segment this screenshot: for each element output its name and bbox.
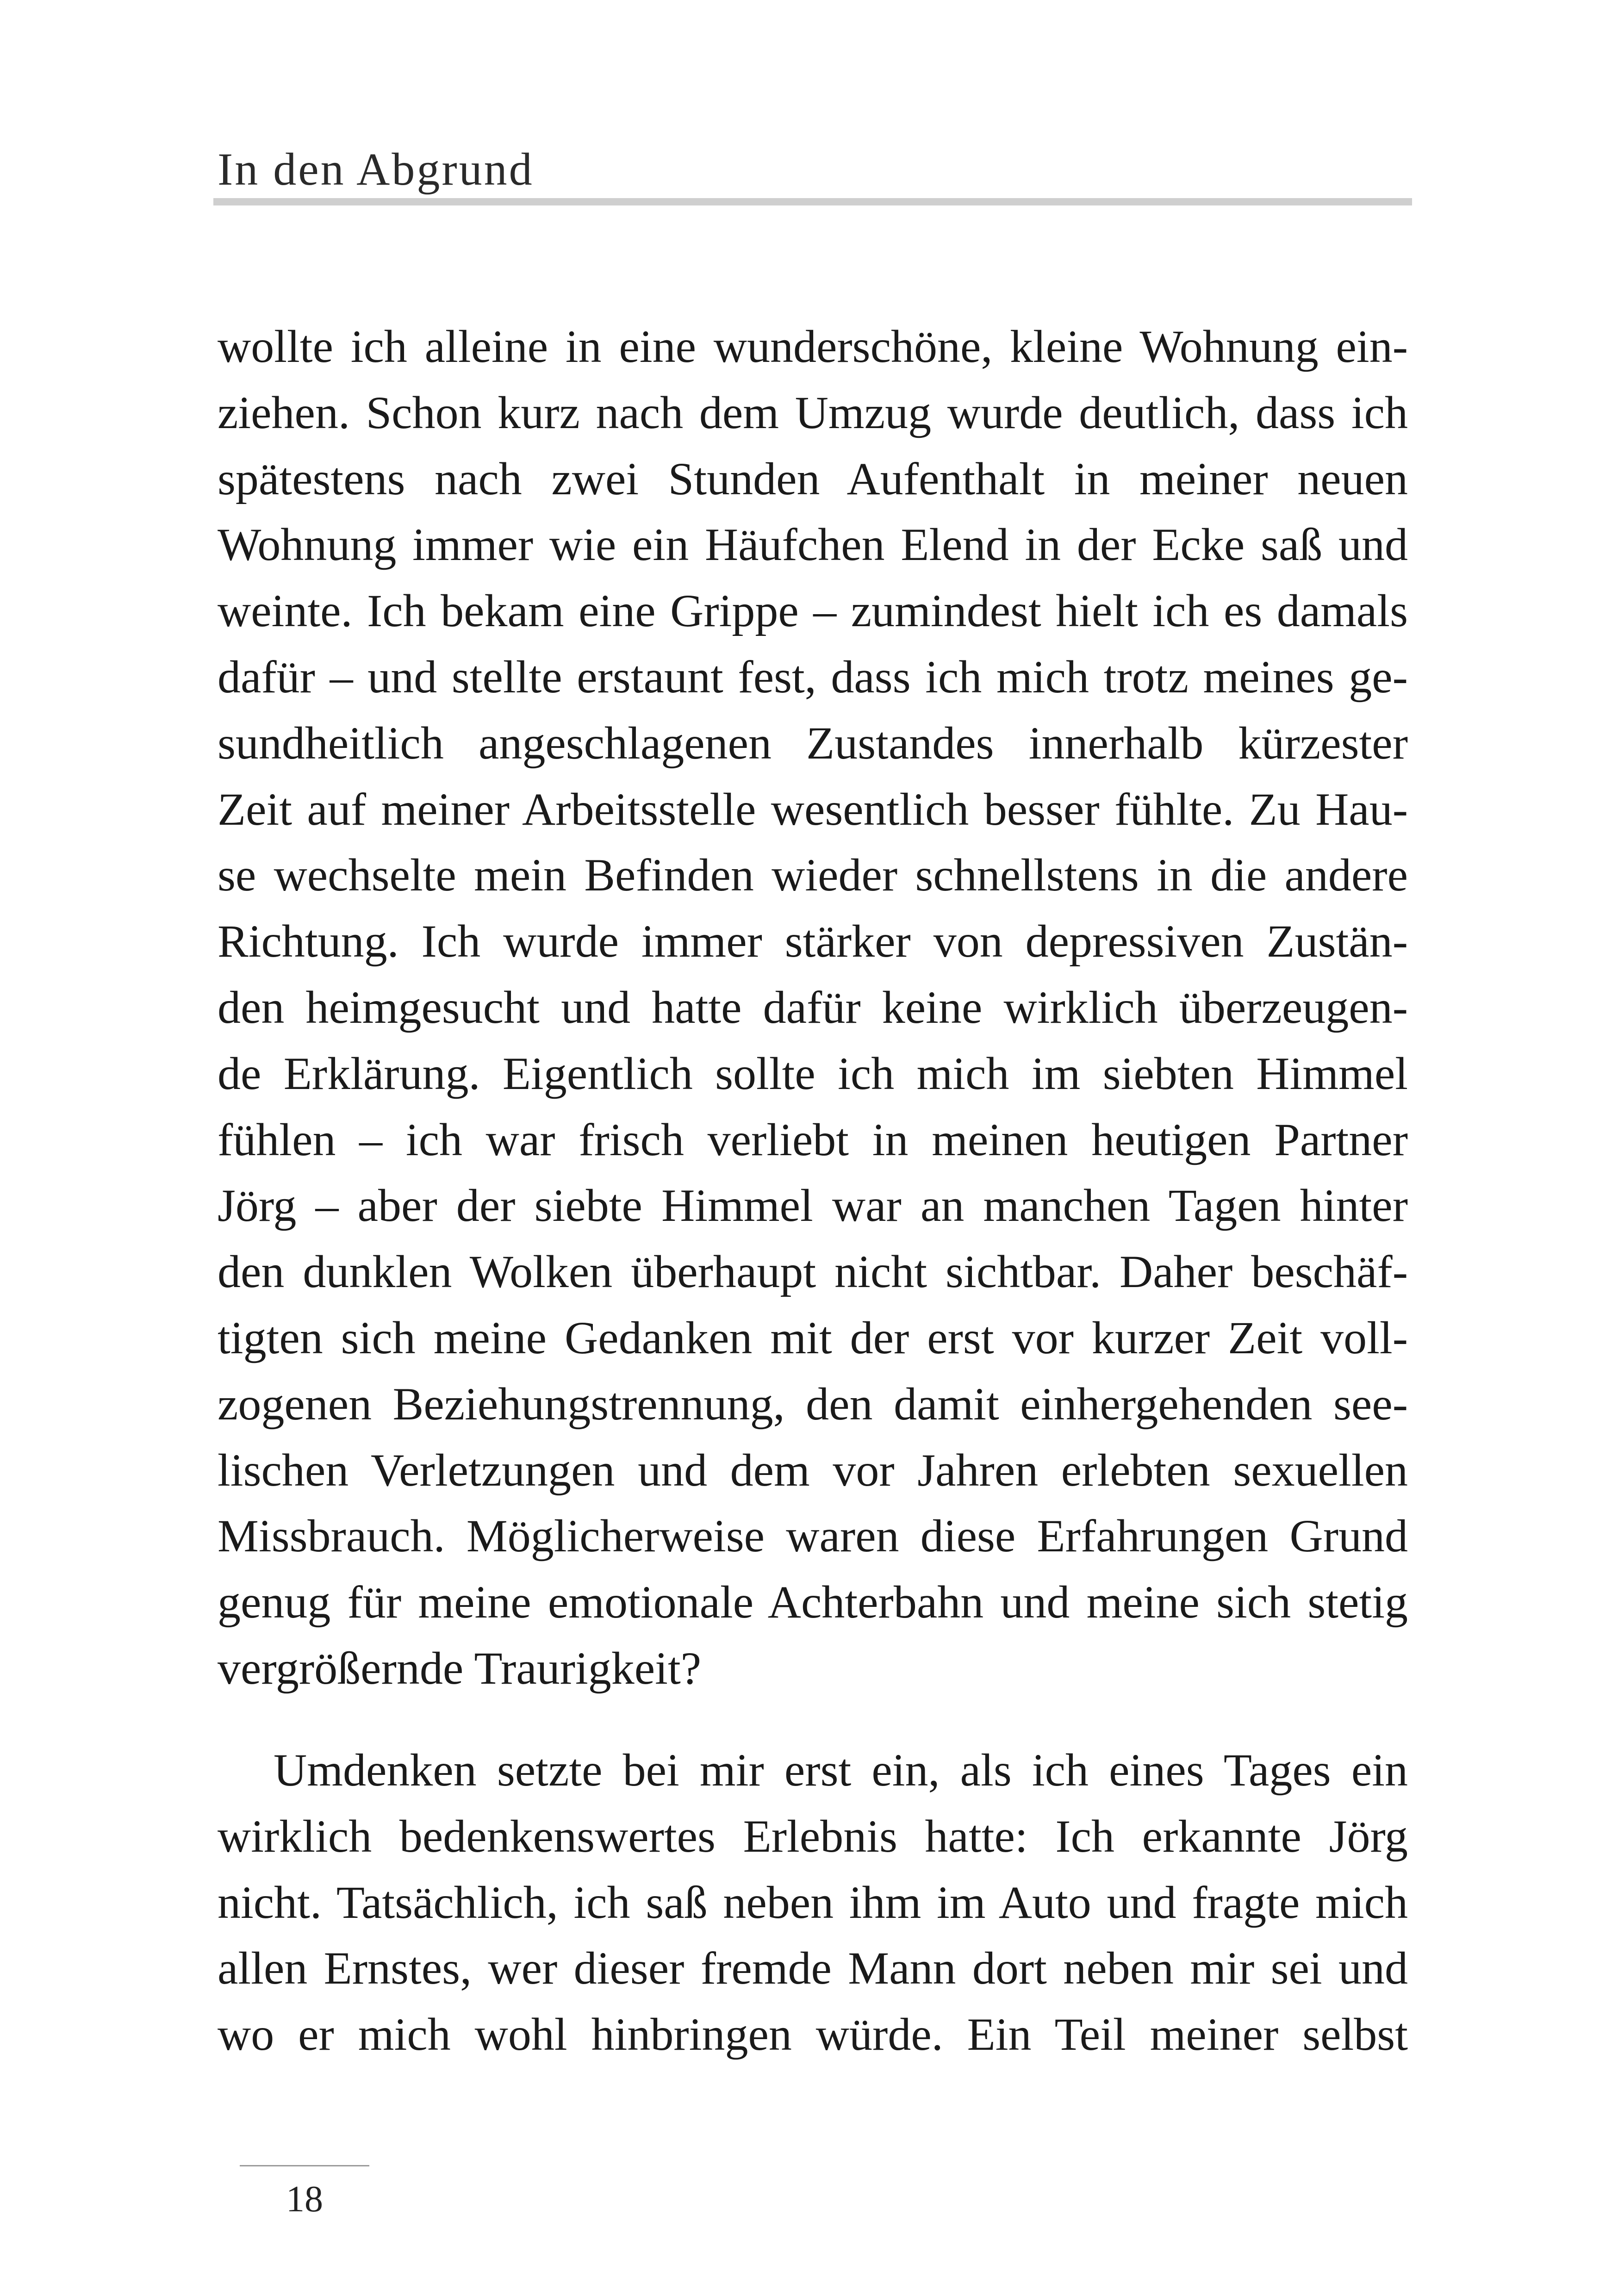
- text-line: den heimgesucht und hatte dafür keine wirklich überzeugen-: [218, 981, 1408, 1033]
- text-line: nicht. Tatsächlich, ich saß neben ihm im Auto und fragte mich: [218, 1876, 1408, 1928]
- text-line: den dunklen Wolken überhaupt nicht sichtbar. Daher beschäf-: [218, 1246, 1408, 1298]
- text-line: Missbrauch. Möglicherweise waren diese Erfahrungen Grund: [218, 1510, 1408, 1562]
- text-line: vergrößernde Traurigkeit?: [218, 1642, 702, 1694]
- text-line: sundheitlich angeschlagenen Zustandes innerhalb kürzester: [218, 717, 1408, 769]
- text-line: genug für meine emotionale Achterbahn und meine sich stetig: [218, 1576, 1408, 1628]
- page-number: 18: [286, 2179, 323, 2220]
- text-line: Wohnung immer wie ein Häufchen Elend in der Ecke saß und: [218, 519, 1408, 571]
- text-line: de Erklärung. Eigentlich sollte ich mich im siebten Himmel: [218, 1047, 1408, 1099]
- text-line: allen Ernstes, wer dieser fremde Mann dort neben mir sei und: [218, 1942, 1408, 1994]
- text-line: dafür – und stellte erstaunt fest, dass ich mich trotz meines ge-: [218, 651, 1408, 703]
- text-line: lischen Verletzungen und dem vor Jahren erlebten sexuellen: [218, 1444, 1408, 1496]
- footer-rule: [240, 2165, 369, 2166]
- text-line: Zeit auf meiner Arbeitsstelle wesentlich besser fühlte. Zu Hau-: [218, 783, 1408, 835]
- paragraph-2: [218, 1737, 1408, 2068]
- text-line: Richtung. Ich wurde immer stärker von depressiven Zustän-: [218, 915, 1408, 967]
- text-line: tigten sich meine Gedanken mit der erst vor kurzer Zeit voll-: [218, 1312, 1408, 1363]
- text-line: zogenen Beziehungstrennung, den damit einhergehenden see-: [218, 1378, 1408, 1430]
- header-rule: [213, 198, 1412, 205]
- text-line: wirklich bedenkenswertes Erlebnis hatte: Ich erkannte Jörg: [218, 1810, 1408, 1862]
- running-head: In den Abgrund: [218, 143, 534, 195]
- text-line: wollte ich alleine in eine wunderschöne, kleine Wohnung ein-: [218, 321, 1408, 372]
- text-line: wo er mich wohl hinbringen würde. Ein Teil meiner selbst: [218, 2009, 1408, 2060]
- text-line: ziehen. Schon kurz nach dem Umzug wurde deutlich, dass ich: [218, 386, 1408, 438]
- text-line: se wechselte mein Befinden wieder schnellstens in die andere: [218, 849, 1408, 901]
- text-line: weinte. Ich bekam eine Grippe – zumindest hielt ich es damals: [218, 585, 1408, 637]
- text-line: spätestens nach zwei Stunden Aufenthalt in meiner neuen: [218, 453, 1408, 504]
- text-line: Umdenken setzte bei mir erst ein, als ich eines Tages ein: [274, 1744, 1408, 1796]
- paragraph-1: [218, 314, 1408, 1702]
- text-line: fühlen – ich war frisch verliebt in meinen heutigen Partner: [218, 1114, 1408, 1165]
- text-line: Jörg – aber der siebte Himmel war an manchen Tagen hinter: [218, 1180, 1408, 1232]
